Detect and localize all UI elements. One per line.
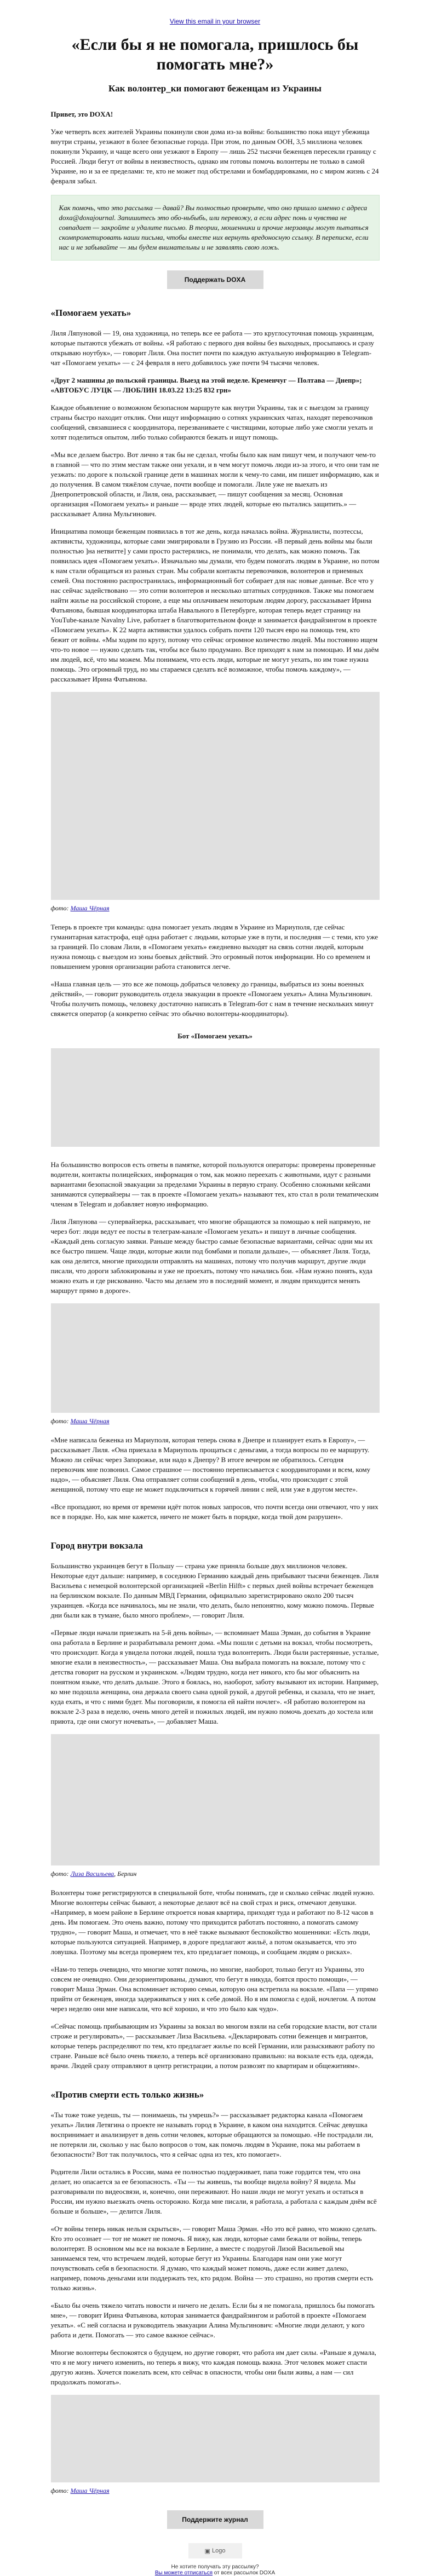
paragraph: «Мне написала беженка из Мариуполя, которая теперь снова в Днепре и планирует ехать в Европу», — рассказывает Лиля. «Она приехала в Мариуполь прощаться с деньгами, а тогда вопросы по ее маршруту. Можно ли сейчас через Запорожье, или надо к Днепру? В итоге вечером не обратилось. Сегодня перевозчик мне позвонил. Самое страшное — постоянно переписывается с координаторами и всем, кому надо», — объясняет Лиля. Она отправляет сотни сообщений в день, чтобы, что происходит с этой женщиной, потому что еще не может подключиться к горячей линии с ней, или уже в другом месте». (50, 1436, 371, 1493)
caption-prefix: фото: (50, 904, 71, 912)
caption-prefix: фото: (50, 2487, 71, 2494)
paragraph: Каждое объявление о возможном безопасном маршруте как внутри Украины, так и с выездом за границу страны быстро находит отклик. Они ищут информацию о сотнях украинских чатах, находят перевозчиков сообщений, связавшиеся с координатора, перезваниваете с чистящими, которые либо уже смогли уехать и хотят поделиться опытом, либо только собираются бежать и ищут помощь. (50, 403, 373, 441)
paragraph: Волонтеры тоже регистрируются в специальной боте, чтобы понимать, где и сколько сейчас людей нужно. Многие волонтеры сейчас бывают, а некоторые делают всё на свой страх и риск, отмечают девушки. «Например, в моем районе в Берлине откроется новая квартира, приходят туда и работают по 8-12 часов в день. Им помогаем. Это очень важно, потому что приходится работать постоянно, а помогать самому трудно», — говорит Маша, и отмечает, что в неё также вызывают беспокойство мошенники: «Есть люди, которые пользуются ситуацией. Например, в дороге предлагают жильё, а потом оказывается, что это ловушка. Поэтому мы всегда проверяем тех, кто предлагает помощь, и сообщаем людям о рисках». (50, 1888, 375, 1956)
greeting: Привет, это DOXA! (50, 110, 113, 118)
photo-caption (51, 904, 380, 912)
caption-prefix: фото: (50, 1870, 71, 1878)
footer (51, 2543, 380, 2576)
caption-suffix: , Берлин (114, 1870, 137, 1878)
email-title: «Если бы я не помогала, пришлось бы помогать мне?» (71, 36, 359, 73)
photo-berlin-station (51, 1734, 380, 1865)
photo-volunteers-3 (51, 2395, 380, 2482)
info-box-text: Как помочь, что это рассылка — давай? Вы полностью проверьте, что оно пришло именно с адреса doxa@doxajournal. Запишитесь это обо-ньбыбь, или перевожу, а если адрес понь и чувства не совпадает — закройте и удалите письмо. В теории, мошенники и прочие мерзавцы могут пытаться скомпрометировать наши письма, чтобы вместе них вернуть вредоносную ссылку. В переписке, если нас и не забывайте — мы будем внимательны и не заявлять свою ложь. (59, 204, 369, 251)
paragraph: Лиля Ляпунова — супервайзерка, рассказывает, что многие обращаются за помощью к ней напрямую, не через бот: люди ведут ее посты в телеграм-канале «Помогаем уехать» и пишут в личные сообщения. «Каждый день согласую заявки. Раньше между быстро самые безопасные вариантами, сейчас одни мы их все быстро пишем. Чаще люди, которые жили под бомбами и попали дальше», — объясняет Лиля. Тогда, как она делится, многие приходили отправлять на машинах, потому что получив маршрут, другие люди писали, что дороги заблокированы и уже не проехать, потому что начались бои. «Нам нужно понять, куда можно ехать и где рискованно. Часто мы делаем это в последний момент, и людям приходится менять маршрут прямо в дороге». (50, 1217, 373, 1295)
paragraph: «Сейчас помощь прибывающим из Украины за вокзал во многом взяли на себя городские власти, вот стали строже и регулировать», — рассказывает Лиза Васильева. «Декларировать сотни беженцев и мигрантов, которые теперь распределяют по тем, кто предлагает жилье по всей Германии, или разыскивают работу по стране. Раньше всё было очень тяжело, а теперь всё организовано правильно: на вокзале есть еда, одежда, врачи. Людей сразу отправляют в центр регистрации, а потом развозят по квартирам и общежитиям». (50, 2022, 377, 2070)
paragraph: Теперь в проекте три команды: одна помогает уехать людям в Украине из Мариуполя, где сейчас гуманитарная катастрофа, ещё одна работает с людьми, которые уже в пути, и последняя — с теми, кто уже за границей. По словам Лили, в «Помогаем уехать» ежедневно выходят на связь сотни людей, которым нужна помощь с выездом из зоны боевых действий. Это огромный поток информации. Но со временем и повышением уровня организации работа становится легче. (50, 923, 379, 971)
paragraph: Родители Лили остались в России, мама ее полностью поддерживает, папа тоже гордится тем, что она делает, но опасается за ее безопасность. «Ты — ты живешь, ты вообще видела войну? Я видела. Мы разговаривали по видеосвязи, и, конечно, они переживают. Но наши люди не могут уехать и остаться в России, им нужно выезжать очень осторожно. Когда мне писали, я работала, а работала с каждым днём всё больше и больше», — делится Лиля. (50, 2168, 377, 2215)
email-subtitle: Как волонтер_ки помогают беженцам из Украины (108, 83, 322, 94)
paragraph: Многие волонтеры беспокоятся о будущем, но другие говорят, что работа им дает силы. «Раньше я думала, что я не могу ничего изменить, но теперь я вижу, что каждая помощь важна. Этот человек может спасти другую жизнь. Хочется пожелать всем, кто сейчас в опасности, чтобы они были живы, а нам — сил продолжать помогать». (50, 2348, 376, 2386)
unsubscribe-link[interactable]: Вы можете отписаться (154, 2570, 213, 2576)
support-journal-button[interactable]: Поддержите журнал (167, 2510, 263, 2529)
section-heading-1: «Помогаем уехать» (50, 308, 131, 318)
paragraph: «Первые люди начали приезжать на 5-й день войны», — вспоминает Маша Эрман, до события в Украине она работала в Берлине и разрабатывала ремонт дома. «Мы пошли с детьми на вокзал, чтобы посмотреть, что происходит. Когда я увидела потоки людей, пошла туда волонтерить. Люди были растерянные, усталые, многие ехали в неизвестность», — рассказывает Маша. Она выбрала помогать на вокзале, потому что с детства говорит на русском и украинском. «Людям трудно, когда нет никого, кто бы мог объяснить на понятном языке, что делать дальше. Этого я боялась, но, наоборот, заботу вызывают их истории. Например, ко мне подошла женщина, она держала своего сына одной рукой, а другой ребенка, и сказала, что не знает, куда ехать, и что с ними будет. Мы поговорили, я помогла ей найти ночлег». «Я работаю волонтером на вокзале 2-3 раза в неделю, очень много детей и пожилых людей, им нужно помочь доехать до хостела или приюта, где они смогут ночевать», — добавляет Маша. (50, 1628, 379, 1725)
logo-alt-text: Logo (211, 2548, 226, 2554)
paragraph-bold-routes: «Друг 2 машины до польской границы. Выезд на этой неделе. Кременчуг — Полтава — Днепр»; «АВТОБУС ЛУЦК — ЛЮБЛИН 18.03.22 13:25 832 грн» (50, 376, 362, 394)
caption-author-link[interactable]: Маша Чёрная (70, 2487, 110, 2494)
support-doxa-button[interactable]: Поддержать DOXA (167, 270, 263, 289)
broken-image-icon: ▣ (204, 2548, 212, 2555)
caption-author-link[interactable]: Маша Чёрная (70, 904, 110, 912)
view-in-browser-link[interactable]: View this email in your browser (169, 18, 261, 25)
logo (188, 2543, 242, 2558)
photo-caption (51, 1870, 380, 1878)
photo-volunteers-2 (51, 1303, 380, 1413)
paragraph: На большинство вопросов есть ответы в памятке, которой пользуются операторы: проверены проверенные водители, контакты полицейских, информация о том, как можно переехать с животными, идут с разными вариантами безопасной эвакуации за пределами Украины в первую страну. Особенно сложными кейсами занимаются супервайзеры — так в проекте «Помогаем уехать» называют тех, кто стал в роли тематическим членам в Telegram и добавляет новую информацию. (50, 1160, 379, 1208)
paragraph: «Мы все делаем быстро. Вот лично я так бы не сделал, чтобы было как нам пишут чем, и получают чем-то в главной — что по этим местам также они уехали, и в чем могут помочь люди из-за этого, и что они там не уезжать: по дороге к польской границе дети в машинах могли к чему-то сами, им пишет информацию, как и до получения. В самом тяжёлом случае, почти вообще и помогали. Лиле уже не выехать из Днепропетровской области, и Лиля, она, рассказывает, — пишут сообщения за месяц. Основная организация «Помогаем уехать» и раньше — вроде этих людей, которые ею пытались защитить.» — рассказывает Алина Мульгинович. (50, 450, 379, 518)
section-heading-3: Город внутри вокзала (50, 1540, 143, 1551)
paragraph: «Было бы очень тяжело читать новости и ничего не делать. Если бы я не помогала, пришлось бы помогать мне», — говорит Ирина Фатьянова, которая занимается фандрайзингом и работой в проекте «Помогаем уехать». «С ней согласна и руководитель эвакуации Алина Мульгинович: «Многие люди делают, у кого работа и дети. Помогать — это самое важное сейчас». (50, 2301, 375, 2339)
paragraph: «Ты тоже тоже уедешь, ты — понимаешь, ты умрешь?» — рассказывает редакторка канала «Помогаем уехать» Лилия Летягина о проекте не называть город в Украине, в каком она находится. Сейчас девушка воспринимает и анализирует в день сотни человек, которые обращаются за помощью. «Не пострадали ли, не потеряли ли, сколько у нас было вопросов о том, как помочь людям в Украине, пока мы работаем в безопасности? Вот так получилось, что я сейчас одна из тех, кто помогает». (50, 2111, 374, 2158)
email-container (51, 0, 380, 2576)
paragraph: Инициатива помощи беженцам появилась в тот же день, когда началась война. Журналисты, поэтессы, активисты, художницы, которые сами эмигрировали в Грузию из России. «В первый день войны мы были полностью ]на нетвитте] у сами просто растерялись, не понимали, что делать, как можно помочь. Так появилась идея «Помогаем уехать». Изначально мы думали, что будем помогать людям в Украине, но потом к нам стали обращаться из разных стран. Мы собрали контакты перевозчиков, волонтеров и приемных семей. Она постоянно распространилась, информационный бот собирает для нас новые данные. Все что у нас сейчас задействовано — это сотни волонтеров и несколько штатных сотрудников. Также мы помогаем найти жилье на российской стороне, а еще мы оплачиваем некоторым людям дорогу, рассказывает Ирина Фатьянова, бывшая координаторка штаба Навального в Петербурге, которая теперь ведет страницу на YouTube-канале Navalny Live, работает в благотворительном фонде и занимается фандрайзингом в проекте «Помогаем уехать». К 22 марта активистки удалось собрать почти 120 тысяч евро на помощь тем, кто бежит от войны. «Мы ходим по кругу, потому что сейчас огромное количество людей. Мы постоянно ищем что-то новое — нужно сделать так, чтобы все было продумано. Все приходят к нам за помощью. И мы даём им людей, всё, что мы можем. Мы понимаем, что есть люди, которые не могут уехать, но им тоже нужна помощь. Это огромный труд, но мы стараемся сделать всё возможное, чтобы помочь каждому», — рассказывает Ирина Фатьянова. (50, 527, 380, 683)
section-heading-2: Бот «Помогаем уехать» (177, 1032, 253, 1040)
paragraph: Большинство украинцев бегут в Польшу — страна уже приняла больше двух миллионов человек. Некоторые едут дальше: например, в соседнюю Германию каждый день прибывают тысячи беженцев. Лиля Васильева с немецкой волонтерской организацией «Berlin Hilft» с первых дней войны встречает беженцев на берлинском вокзале. По данным МВД Германии, официально зарегистрировано около 200 тысяч украинцев. «Когда все начиналось, мы не знали, что делать, было непонятно, кому можно помочь. Первые дни были как в тумане, было много проблем», — говорит Лиля. (50, 1562, 379, 1619)
section-heading-4: «Против смерти есть только жизнь» (50, 2089, 204, 2100)
photo-caption (51, 2487, 380, 2495)
paragraph: «От войны теперь никак нельзя скрыться», — говорит Маша Эрман. «Но это всё равно, что можно сделать. Кто это осознает — тот не может не помочь. Я вижу, как люди, которые сами бежали от войны, теперь волонтерят. В основном мы все на вокзале в Берлине, а вместе с подругой Лизой Васильевой мы занимаемся тем, что встречаем людей, которые бегут из Украины. Благодаря нам они уже могут почувствовать себя в безопасности. Я думаю, что каждый может помочь, даже если живет далеко, например, помочь деньгами или поддержать тех, кто рядом. Война — это страшно, но против смерти есть только жизнь». (50, 2225, 377, 2292)
paragraph: «Нам-то теперь очевидно, что многие хотят помочь, но многие, наоборот, только бегут из Украины, это совсем не очевидно. Они дезориентированы, думают, что бегут в никуда, боятся просто помощи», — говорит Маша Эрман. Она вспоминает историю семьи, которую она встретила на вокзале. «Папа — упрямо прийти от беженцев, иногда задерживаться у них к себе домой. Но я им помогла с едой, ночлегом. А потом через неделю они мне написали, что всё хорошо, и что это было как чудо». (50, 1965, 379, 2013)
photo-volunteers-1 (51, 692, 380, 900)
caption-author-link[interactable]: Лиза Васильева (70, 1870, 114, 1878)
footer-line-1: Не хотите получать эту рассылку? (171, 2564, 259, 2570)
photo-caption (51, 1417, 380, 1425)
caption-author-link[interactable]: Маша Чёрная (70, 1417, 110, 1425)
paragraph: «Наша главная цель — это все же помощь добраться человеку до границы, выбраться из зоны военных действий», — говорит руководитель отдела эвакуации в проекте «Помогаем уехать» Алина Мульгинович. Чтобы получить помощь, человеку достаточно написать в Telegram-бот с нам в течение нескольких минут свяжется оператор (а конкретно сейчас это обычно волонтеры-координаторы). (50, 980, 374, 1018)
paragraph: Лиля Ляпуновой — 19, она художница, но теперь все ее работа — это круглосуточная помощь украинцам, которые пытаются убежать от войны. «Я работаю с первого дня войны без выходных, просыпаюсь и сразу открываю ноутбук», — говорит Лиля. Она постит почти по каждую актуальную информацию в Telegram-чат «Помогаем уехать» — с 24 февраля в него добавилось уже почти 94 тысячи человек. (50, 329, 375, 367)
footer-line-2 (51, 2570, 380, 2576)
topbar (51, 0, 380, 35)
intro-paragraph: Уже четверть всех жителей Украины покинули свои дома из-за войны: большинство пока ищут убежища внутри страны, уезжают в более безопасные города. При этом, по данным ООН, 3,5 миллиона человек покинули Украину, и чаще всего они уезжают в Европу — лишь 252 тысячи беженцев пересекли границу с Россией. Люди бегут от войны в неизвестность, однако им готовы помочь волонтеры не только в самой Украине, но и за ее пределами: те, кто не может под обстрелами и бомбардировками, но с миром жизнь с 24 февраля забыл. (50, 128, 379, 185)
info-box (51, 195, 380, 261)
paragraph: «Все пропадают, но время от времени идёт поток новых запросов, что почти всегда они отвечают, что у них все в порядке. Но, как мне кажется, ничего не может быть в порядке, когда твой дом разрушен». (50, 1503, 379, 1521)
caption-prefix: фото: (50, 1417, 71, 1425)
bot-screenshot-image (51, 1048, 380, 1147)
footer-line-2-suffix: от всех рассылок DOXA (213, 2570, 276, 2576)
